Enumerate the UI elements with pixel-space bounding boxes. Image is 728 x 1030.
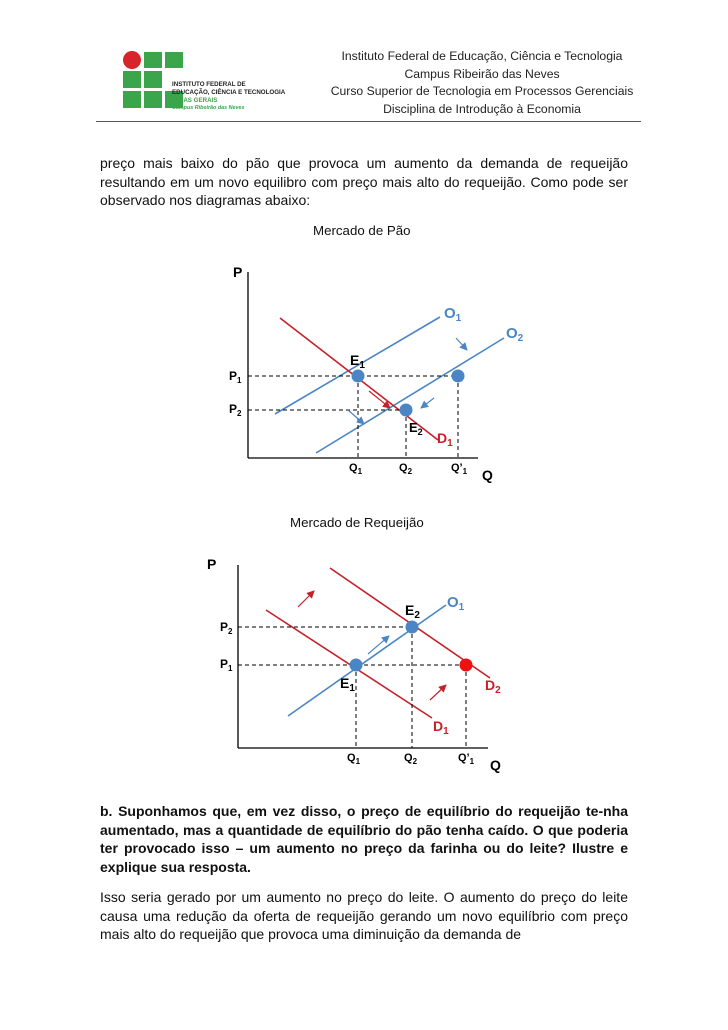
institution-line: Instituto Federal de Educação, Ciência e Tecnologia (341, 49, 623, 63)
shift-arrow-icon (430, 685, 446, 700)
equilibrium-point-q1p (460, 659, 473, 672)
supply-curve-o1 (288, 605, 446, 716)
answer-paragraph: Isso seria gerado por um aumento no preço do leite. O aumento do preço do leite causa uma redução da oferta de requeijão gerando um novo equilíbrio com preço mais alto do requeijão que provoca uma diminuição da demanda de (100, 889, 628, 943)
equilibrium-point-e1 (350, 659, 363, 672)
label-d2: $D_2$ (485, 677, 501, 696)
institution-line: Disciplina de Introdução à Economia (383, 101, 581, 116)
equilibrium-point-e2 (400, 404, 413, 417)
label-q1-prime: $Q’_1$ (458, 752, 475, 766)
label-o1: $O_1$ (444, 305, 462, 324)
institution-header (322, 48, 642, 118)
chart-requeijao (0, 545, 728, 785)
label-q2: $Q_2$ (399, 462, 413, 476)
label-p1: $P_1$ (229, 369, 242, 385)
logo-line-2: EDUCAÇÃO, CIÊNCIA E TECNOLOGIA (172, 89, 286, 96)
chart-pao (0, 250, 728, 490)
institution-logo (120, 50, 300, 114)
label-p2: $P_2$ (220, 620, 233, 636)
label-e1: $E_1$ (340, 675, 355, 694)
chart-pao-title: Mercado de Pão (313, 223, 411, 238)
label-q2: $Q_2$ (404, 752, 418, 766)
label-q1-prime: $Q’_1$ (451, 462, 468, 476)
shift-arrow-icon (421, 398, 434, 408)
label-p2: $P_2$ (229, 402, 242, 418)
shift-arrow-icon (348, 410, 364, 424)
label-d1: $D_1$ (433, 718, 449, 737)
label-d1: $D_1$ (437, 430, 453, 449)
label-e2: $E_2$ (405, 602, 420, 621)
shift-arrow-icon (298, 591, 314, 607)
label-e2: $E_2$ (409, 420, 423, 437)
shift-arrow-icon (456, 338, 467, 350)
header-divider (96, 121, 641, 122)
label-q1: $Q_1$ (349, 462, 363, 476)
x-axis-label: Q (482, 467, 493, 483)
y-axis-label: P (233, 264, 243, 280)
supply-curve-o2 (316, 338, 504, 453)
logo-line-1: INSTITUTO FEDERAL DE (172, 81, 246, 88)
movement-arrow-icon (368, 636, 389, 654)
institution-line: Curso Superior de Tecnologia em Processos Gerenciais (330, 84, 634, 98)
guide-lines (248, 376, 458, 458)
equilibrium-point-q1p (452, 370, 465, 383)
institution-line: Campus Ribeirão das Neves (404, 66, 560, 81)
x-axis-label: Q (490, 757, 501, 773)
equilibrium-point-e2 (406, 621, 419, 634)
logo-line-4: Campus Ribeirão das Neves (172, 105, 245, 111)
label-o2: $O_2$ (506, 325, 524, 344)
label-e1: $E_1$ (350, 352, 365, 371)
intro-paragraph: preço mais baixo do pão que provoca um aumento da demanda de requeijão resultando em um novo equilibro com preço mais alto do requeijão. Como pode ser observado nos diagramas abaixo: (100, 155, 628, 209)
equilibrium-point-e1 (352, 370, 365, 383)
label-p1: $P_1$ (220, 657, 233, 673)
y-axis-label: P (207, 556, 217, 572)
question-b: b. Suponhamos que, em vez disso, o preço de equilíbrio do requeijão te-nha aumentado, mas a quantidade de equilíbrio do pão tenha caído. O que poderia ter provocado isso – um aumento no preço da farinha ou do leite? Ilustre e explique sua resposta. (100, 803, 628, 875)
logo-line-3: MINAS GERAIS (172, 97, 218, 104)
label-o1: $O_1$ (447, 594, 465, 613)
chart-requeijao-title: Mercado de Requeijão (290, 515, 424, 530)
label-q1: $Q_1$ (347, 752, 361, 766)
